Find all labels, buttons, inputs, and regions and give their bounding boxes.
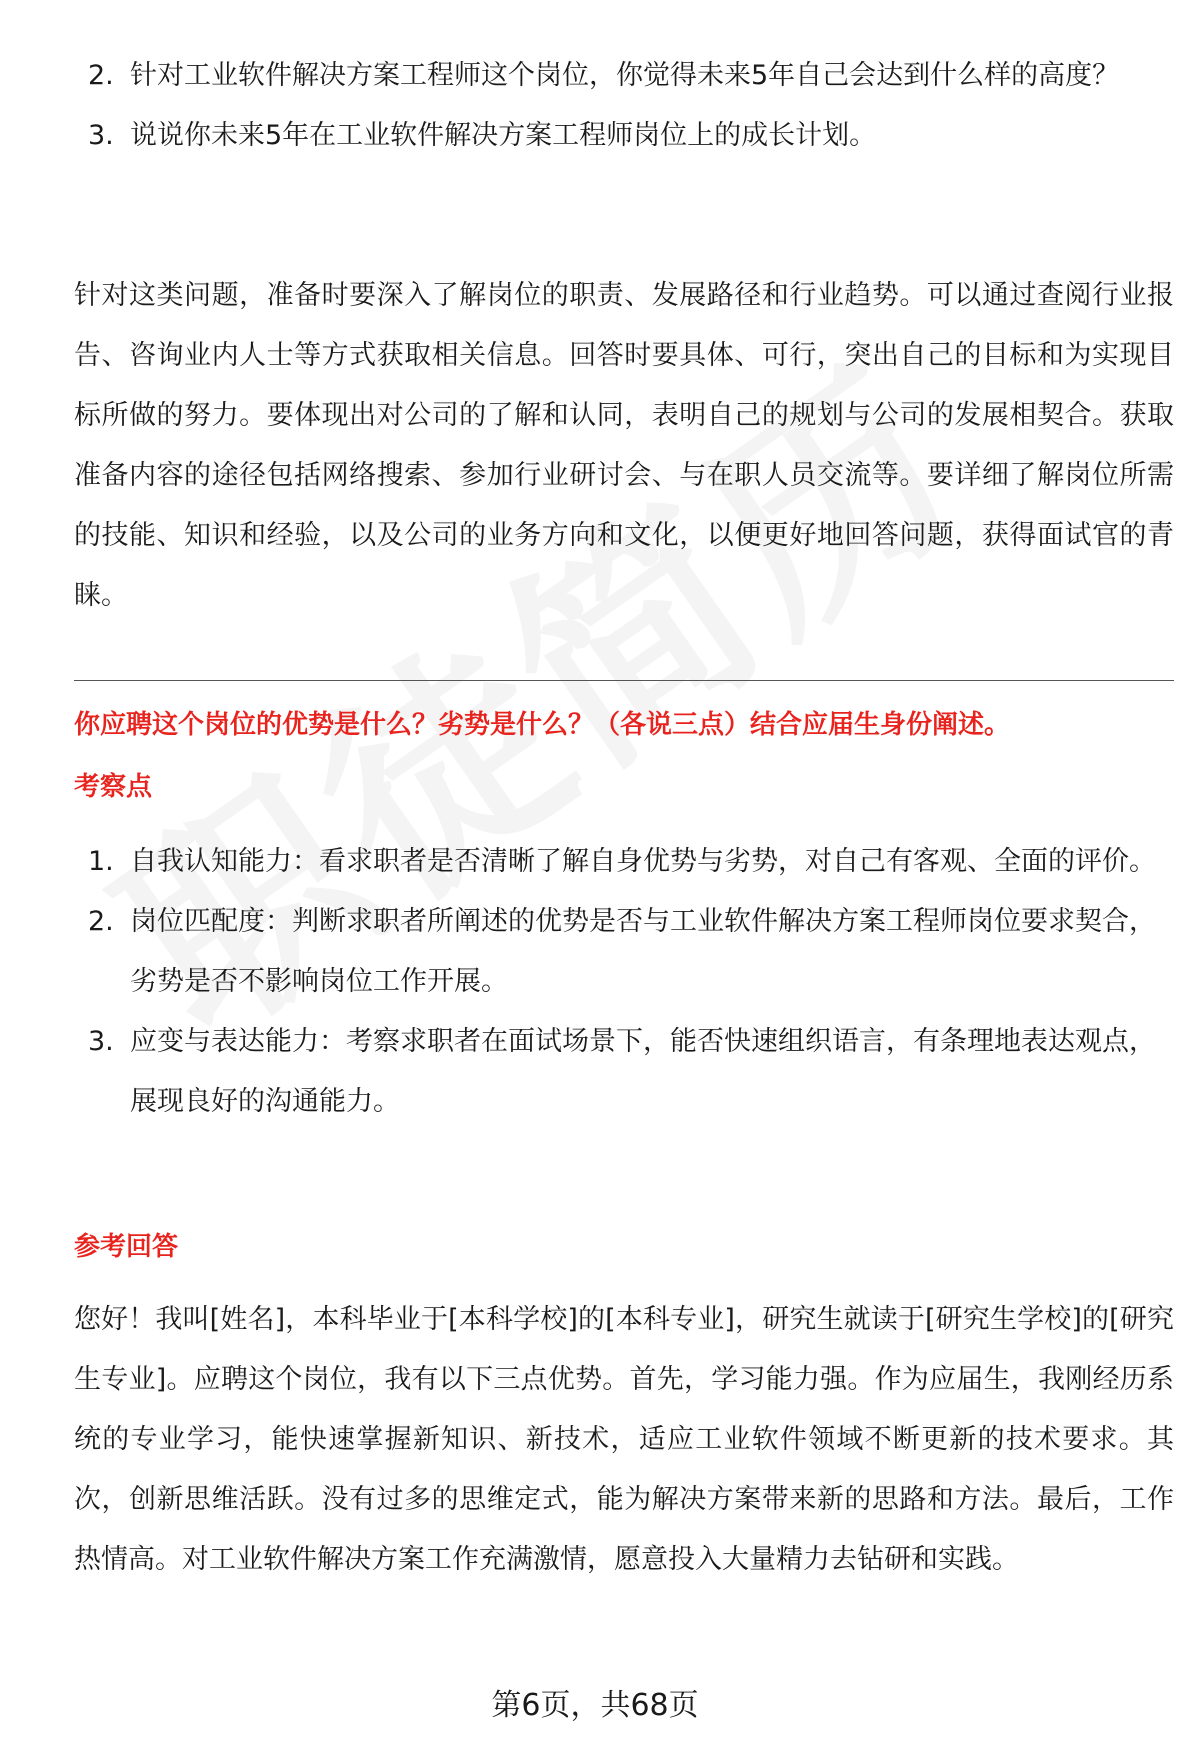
list-number: 3. [88,120,114,151]
list-text: 应变与表达能力：考察求职者在面试场景下，能否快速组织语言，有条理地表达观点，展现良好的沟通能力。 [130,1026,1156,1117]
answer-heading: 参考回答 [74,1232,179,1262]
points-heading: 考察点 [74,772,153,802]
list-text: 针对工业软件解决方案工程师这个岗位，你觉得未来5年自己会达到什么样的高度？ [130,60,1120,91]
question-title: 你应聘这个岗位的优势是什么？劣势是什么？（各说三点）结合应届生身份阐述。 [74,710,1011,740]
section-divider [74,680,1174,681]
top-question-list [74,46,1174,166]
list-item [74,892,1174,1012]
list-item [74,832,1174,892]
list-text: 岗位匹配度：判断求职者所阐述的优势是否与工业软件解决方案工程师岗位要求契合，劣势是否不影响岗位工作开展。 [130,906,1156,997]
answer-paragraph: 您好！我叫[姓名]，本科毕业于[本科学校]的[本科专业]，研究生就读于[研究生学校]的[研究生专业]。应聘这个岗位，我有以下三点优势。首先，学习能力强。作为应届生，我刚经历系统的专业学习，能快速掌握新知识、新技术，适应工业软件领域不断更新的技术要求。其次，创新思维活跃。没有过多的思维定式，能为解决方案带来新的思路和方法。最后，工作热情高。对工业软件解决方案工作充满激情，愿意投入大量精力去钻研和实践。 [74,1304,1174,1575]
list-item [74,46,1174,106]
list-number: 1. [88,846,114,877]
advice-paragraph: 针对这类问题，准备时要深入了解岗位的职责、发展路径和行业趋势。可以通过查阅行业报告、咨询业内人士等方式获取相关信息。回答时要具体、可行，突出自己的目标和为实现目标所做的努力。要体现出对公司的了解和认同，表明自己的规划与公司的发展相契合。获取准备内容的途径包括网络搜索、参加行业研讨会、与在职人员交流等。要详细了解岗位所需的技能、知识和经验，以及公司的业务方向和文化，以便更好地回答问题，获得面试官的青睐。 [74,280,1174,611]
points-list [74,832,1174,1132]
list-item [74,106,1174,166]
list-text: 自我认知能力：看求职者是否清晰了解自身优势与劣势，对自己有客观、全面的评价。 [130,846,1156,877]
list-item [74,1012,1174,1132]
list-number: 3. [88,1026,114,1057]
list-text: 说说你未来5年在工业软件解决方案工程师岗位上的成长计划。 [130,120,877,151]
list-number: 2. [88,60,114,91]
page-footer: 第6页，共68页 [491,1688,699,1723]
list-number: 2. [88,906,114,937]
